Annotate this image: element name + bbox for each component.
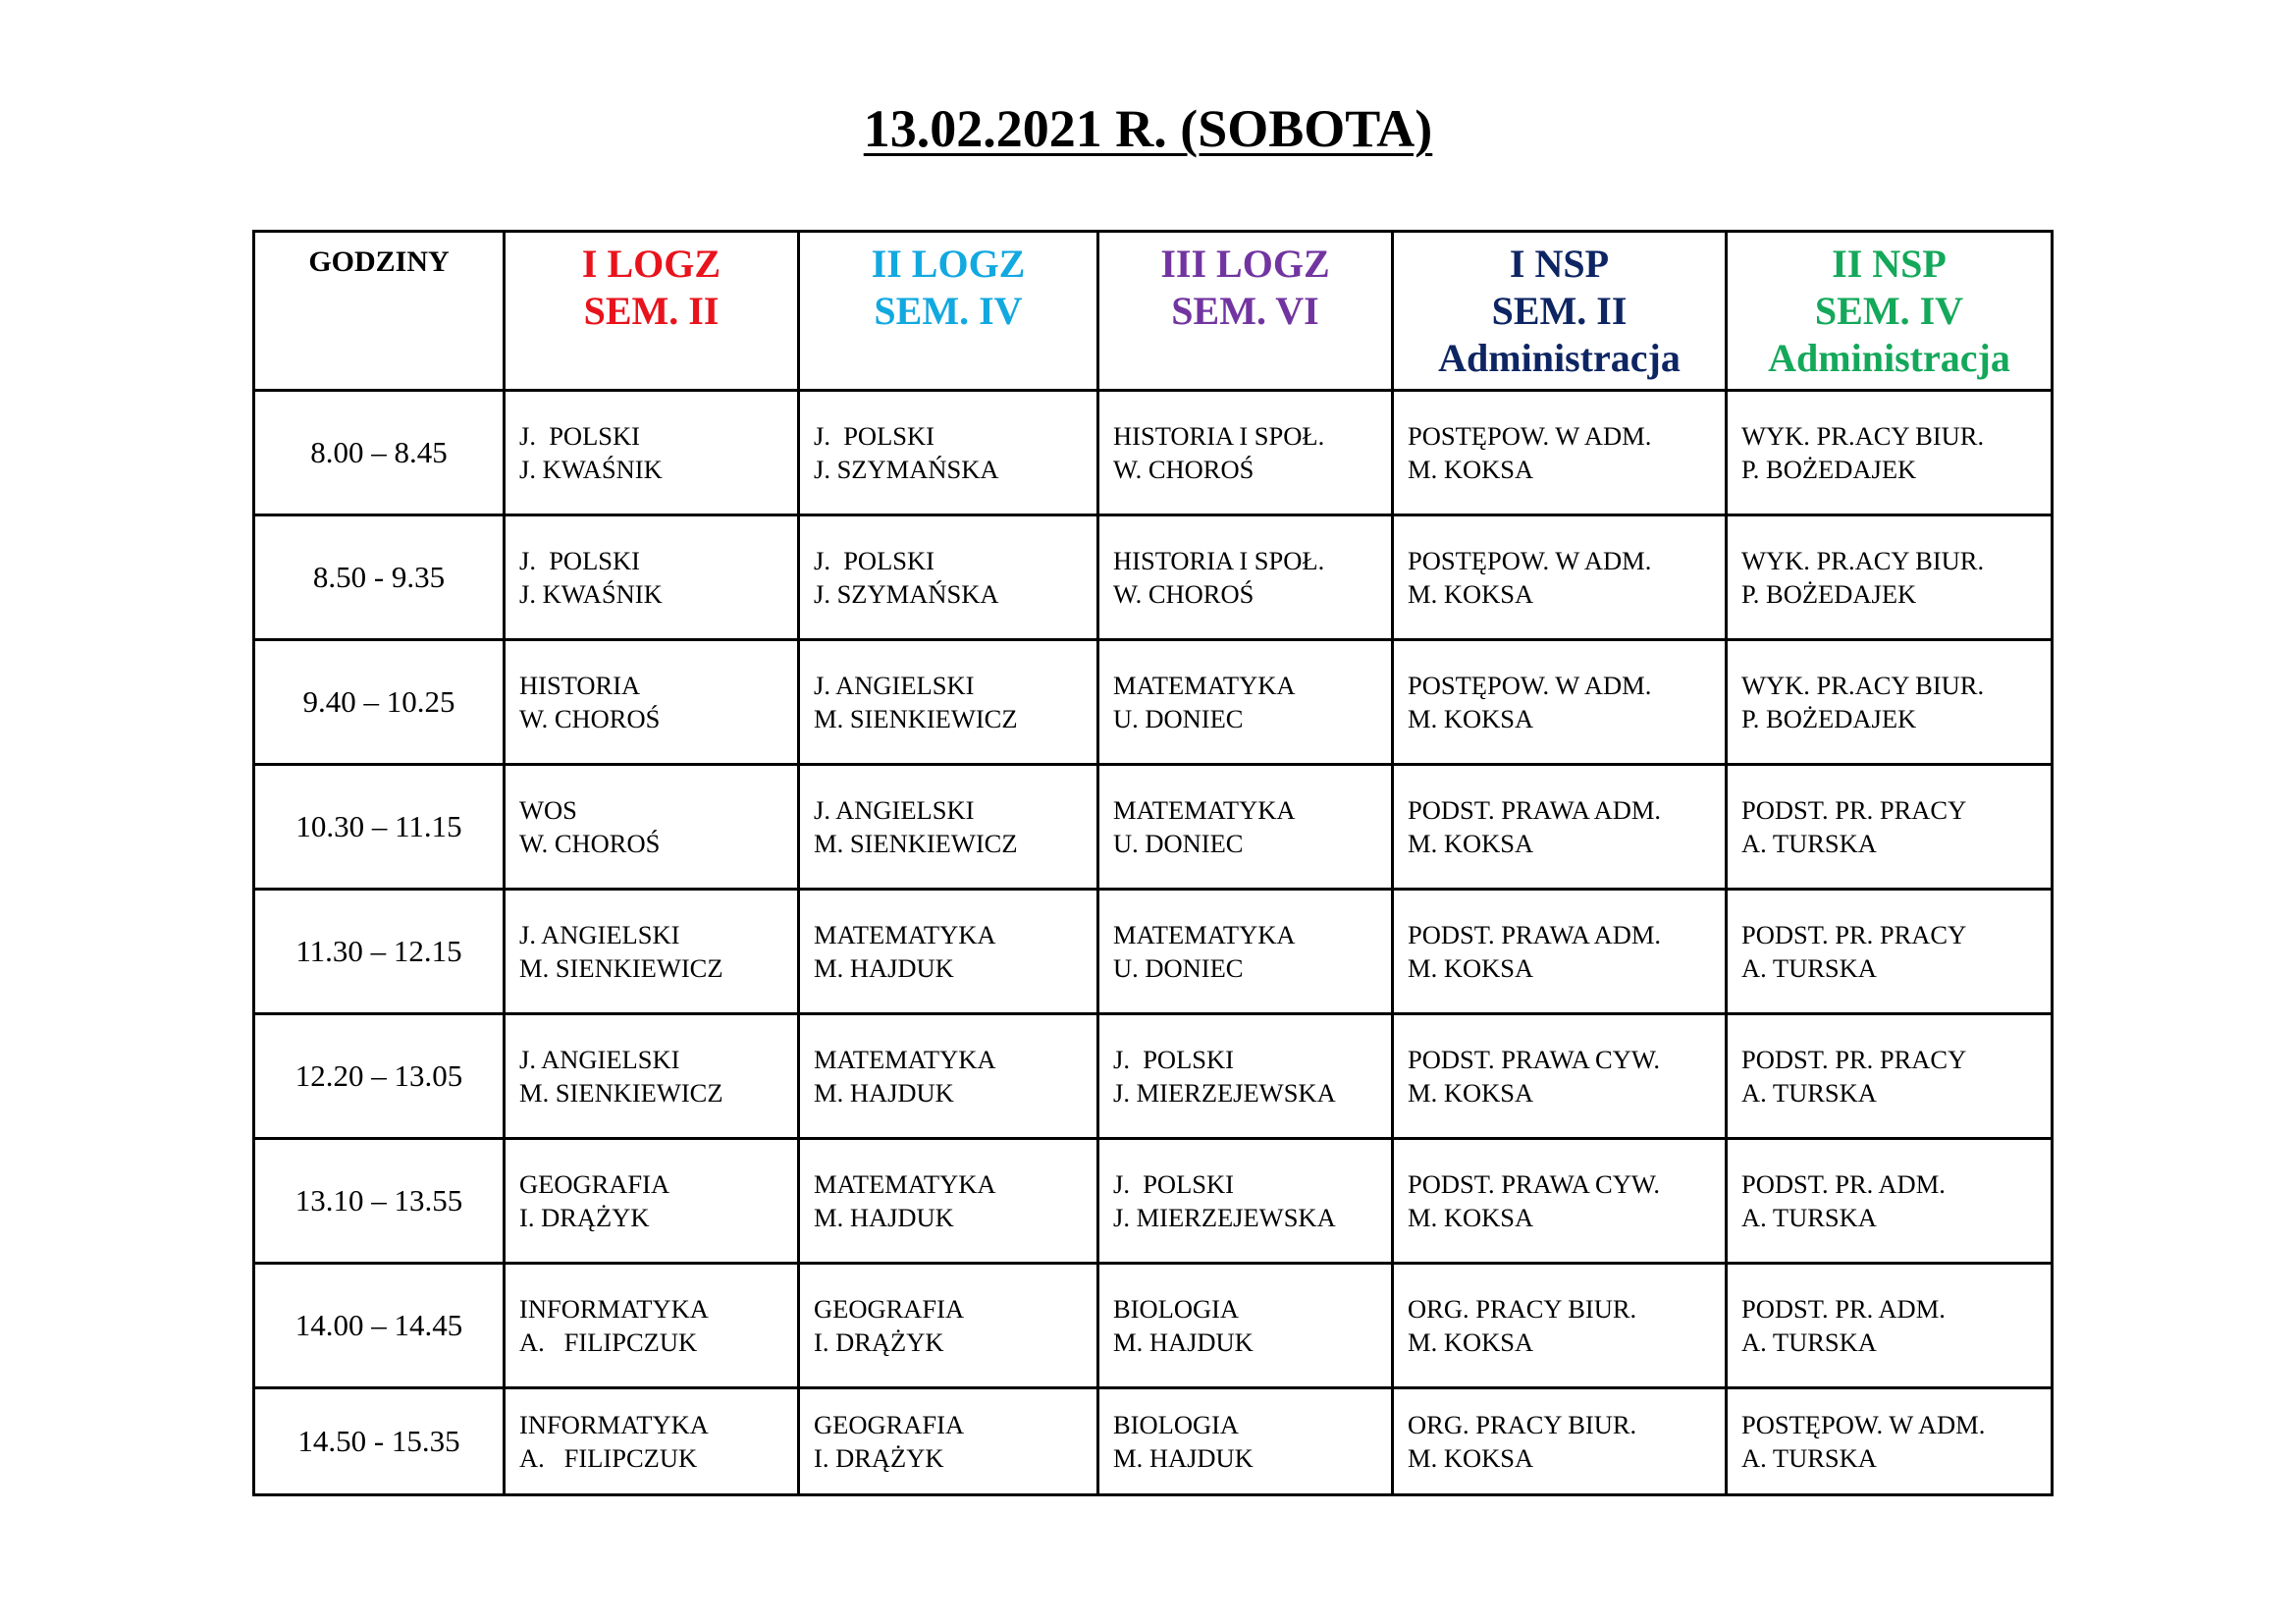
- lesson-cell: [1098, 515, 1393, 640]
- teacher-label: M. HAJDUK: [814, 1203, 954, 1232]
- table-row: [254, 890, 2053, 1014]
- teacher-label: U. DONIEC: [1113, 704, 1244, 733]
- table-row: [254, 391, 2053, 515]
- subject-label: INFORMATYKA: [519, 1294, 709, 1324]
- teacher-label: M. SIENKIEWICZ: [814, 704, 1018, 733]
- lesson-cell: [799, 1014, 1098, 1139]
- teacher-label: M. KOKSA: [1408, 579, 1534, 609]
- lesson-cell: [799, 890, 1098, 1014]
- teacher-label: J. MIERZEJEWSKA: [1113, 1203, 1336, 1232]
- lesson-cell: [1098, 1388, 1393, 1495]
- lesson-cell: [1393, 515, 1727, 640]
- subject-label: HISTORIA I SPOŁ.: [1113, 421, 1325, 451]
- subject-label: POSTĘPOW. W ADM.: [1741, 1410, 1986, 1439]
- lesson-cell: [1098, 391, 1393, 515]
- lesson-cell: [1727, 515, 2053, 640]
- subject-label: POSTĘPOW. W ADM.: [1408, 671, 1652, 700]
- teacher-label: J. MIERZEJEWSKA: [1113, 1078, 1336, 1108]
- table-row: [254, 640, 2053, 765]
- subject-label: GEOGRAFIA: [519, 1169, 670, 1199]
- subject-label: PODST. PRAWA ADM.: [1408, 795, 1662, 825]
- table-row: [254, 515, 2053, 640]
- lesson-cell: [505, 391, 799, 515]
- teacher-label: M. KOKSA: [1408, 704, 1534, 733]
- teacher-label: J. SZYMAŃSKA: [814, 455, 999, 484]
- lesson-cell: [1098, 1139, 1393, 1264]
- teacher-label: M. KOKSA: [1408, 1078, 1534, 1108]
- column-header-line: Administracja: [1438, 336, 1681, 380]
- column-header-line: SEM. VI: [1171, 289, 1319, 333]
- lesson-cell: [799, 391, 1098, 515]
- lesson-cell: [799, 1139, 1098, 1264]
- lesson-cell: [1727, 1264, 2053, 1388]
- column-header-group: [505, 232, 799, 391]
- column-header-line: II NSP: [1832, 242, 1947, 286]
- column-header-line: SEM. IV: [1814, 289, 1964, 333]
- teacher-label: A. FILIPCZUK: [519, 1327, 698, 1357]
- lesson-cell: [1393, 1014, 1727, 1139]
- lesson-cell: [1727, 391, 2053, 515]
- time-cell: 10.30 – 11.15: [254, 765, 505, 890]
- subject-label: BIOLOGIA: [1113, 1294, 1240, 1324]
- time-cell: 12.20 – 13.05: [254, 1014, 505, 1139]
- time-cell: 13.10 – 13.55: [254, 1139, 505, 1264]
- table-row: [254, 1139, 2053, 1264]
- teacher-label: I. DRĄŻYK: [814, 1443, 944, 1473]
- column-header-line: II LOGZ: [871, 242, 1026, 286]
- column-header-line: I LOGZ: [581, 242, 721, 286]
- lesson-cell: [505, 640, 799, 765]
- schedule-table: [252, 230, 2054, 1496]
- teacher-label: P. BOŻEDAJEK: [1741, 704, 1917, 733]
- teacher-label: U. DONIEC: [1113, 953, 1244, 983]
- teacher-label: A. FILIPCZUK: [519, 1443, 698, 1473]
- teacher-label: U. DONIEC: [1113, 829, 1244, 858]
- teacher-label: M. SIENKIEWICZ: [519, 953, 723, 983]
- subject-label: MATEMATYKA: [1113, 795, 1296, 825]
- lesson-cell: [1393, 391, 1727, 515]
- teacher-label: M. HAJDUK: [1113, 1327, 1254, 1357]
- table-row: [254, 765, 2053, 890]
- subject-label: INFORMATYKA: [519, 1410, 709, 1439]
- lesson-cell: [505, 1388, 799, 1495]
- table-row: [254, 1014, 2053, 1139]
- subject-label: GEOGRAFIA: [814, 1294, 965, 1324]
- subject-label: GEOGRAFIA: [814, 1410, 965, 1439]
- subject-label: PODST. PRAWA ADM.: [1408, 920, 1662, 949]
- column-header-line: SEM. II: [1491, 289, 1628, 333]
- lesson-cell: [1393, 1139, 1727, 1264]
- lesson-cell: [799, 1264, 1098, 1388]
- teacher-label: J. KWAŚNIK: [519, 455, 663, 484]
- lesson-cell: [799, 640, 1098, 765]
- subject-label: WYK. PR.ACY BIUR.: [1741, 671, 1985, 700]
- subject-label: J. POLSKI: [519, 546, 640, 575]
- lesson-cell: [1393, 1388, 1727, 1495]
- teacher-label: M. KOKSA: [1408, 1327, 1534, 1357]
- subject-label: J. POLSKI: [814, 421, 934, 451]
- lesson-cell: [799, 515, 1098, 640]
- lesson-cell: [505, 515, 799, 640]
- column-header-group: [1098, 232, 1393, 391]
- subject-label: PODST. PR. PRACY: [1741, 920, 1967, 949]
- lesson-cell: [505, 1264, 799, 1388]
- subject-label: POSTĘPOW. W ADM.: [1408, 421, 1652, 451]
- column-header-hours: GODZINY: [254, 232, 505, 391]
- teacher-label: J. SZYMAŃSKA: [814, 579, 999, 609]
- subject-label: HISTORIA: [519, 671, 641, 700]
- teacher-label: W. CHOROŚ: [1113, 455, 1255, 484]
- subject-label: MATEMATYKA: [1113, 920, 1296, 949]
- teacher-label: W. CHOROŚ: [519, 829, 661, 858]
- teacher-label: M. KOKSA: [1408, 829, 1534, 858]
- time-cell: 8.00 – 8.45: [254, 391, 505, 515]
- subject-label: MATEMATYKA: [1113, 671, 1296, 700]
- subject-label: J. ANGIELSKI: [814, 795, 975, 825]
- subject-label: J. ANGIELSKI: [519, 1045, 680, 1074]
- lesson-cell: [1727, 1139, 2053, 1264]
- lesson-cell: [1393, 640, 1727, 765]
- subject-label: ORG. PRACY BIUR.: [1408, 1410, 1637, 1439]
- time-cell: 14.50 - 15.35: [254, 1388, 505, 1495]
- teacher-label: M. KOKSA: [1408, 1203, 1534, 1232]
- subject-label: WYK. PR.ACY BIUR.: [1741, 421, 1985, 451]
- subject-label: PODST. PR. PRACY: [1741, 1045, 1967, 1074]
- column-header-line: SEM. IV: [874, 289, 1023, 333]
- header-row: [254, 232, 2053, 391]
- teacher-label: P. BOŻEDAJEK: [1741, 455, 1917, 484]
- lesson-cell: [1098, 1014, 1393, 1139]
- subject-label: POSTĘPOW. W ADM.: [1408, 546, 1652, 575]
- teacher-label: W. CHOROŚ: [519, 704, 661, 733]
- column-header-group: [799, 232, 1098, 391]
- lesson-cell: [1727, 765, 2053, 890]
- teacher-label: P. BOŻEDAJEK: [1741, 579, 1917, 609]
- subject-label: MATEMATYKA: [814, 1169, 996, 1199]
- subject-label: J. POLSKI: [814, 546, 934, 575]
- subject-label: WOS: [519, 795, 577, 825]
- subject-label: PODST. PRAWA CYW.: [1408, 1045, 1661, 1074]
- time-cell: 14.00 – 14.45: [254, 1264, 505, 1388]
- subject-label: J. ANGIELSKI: [519, 920, 680, 949]
- lesson-cell: [1727, 1388, 2053, 1495]
- subject-label: PODST. PR. ADM.: [1741, 1294, 1946, 1324]
- lesson-cell: [505, 890, 799, 1014]
- teacher-label: M. KOKSA: [1408, 953, 1534, 983]
- time-cell: 11.30 – 12.15: [254, 890, 505, 1014]
- time-cell: 8.50 - 9.35: [254, 515, 505, 640]
- column-header-line: III LOGZ: [1160, 242, 1330, 286]
- teacher-label: A. TURSKA: [1741, 1203, 1877, 1232]
- lesson-cell: [1393, 765, 1727, 890]
- column-header-group: [1393, 232, 1727, 391]
- lesson-cell: [1098, 1264, 1393, 1388]
- lesson-cell: [505, 765, 799, 890]
- subject-label: PODST. PRAWA CYW.: [1408, 1169, 1661, 1199]
- teacher-label: I. DRĄŻYK: [814, 1327, 944, 1357]
- subject-label: PODST. PR. PRACY: [1741, 795, 1967, 825]
- column-header-line: I NSP: [1509, 242, 1610, 286]
- subject-label: MATEMATYKA: [814, 920, 996, 949]
- subject-label: ORG. PRACY BIUR.: [1408, 1294, 1637, 1324]
- column-header-line: SEM. II: [583, 289, 720, 333]
- teacher-label: M. KOKSA: [1408, 455, 1534, 484]
- subject-label: J. POLSKI: [1113, 1045, 1234, 1074]
- teacher-label: W. CHOROŚ: [1113, 579, 1255, 609]
- teacher-label: A. TURSKA: [1741, 1443, 1877, 1473]
- teacher-label: A. TURSKA: [1741, 1078, 1877, 1108]
- lesson-cell: [1098, 890, 1393, 1014]
- subject-label: HISTORIA I SPOŁ.: [1113, 546, 1325, 575]
- subject-label: MATEMATYKA: [814, 1045, 996, 1074]
- teacher-label: A. TURSKA: [1741, 829, 1877, 858]
- teacher-label: I. DRĄŻYK: [519, 1203, 650, 1232]
- lesson-cell: [799, 1388, 1098, 1495]
- teacher-label: J. KWAŚNIK: [519, 579, 663, 609]
- lesson-cell: [1727, 640, 2053, 765]
- subject-label: J. POLSKI: [1113, 1169, 1234, 1199]
- subject-label: PODST. PR. ADM.: [1741, 1169, 1946, 1199]
- lesson-cell: [1098, 765, 1393, 890]
- lesson-cell: [505, 1139, 799, 1264]
- teacher-label: M. HAJDUK: [814, 1078, 954, 1108]
- teacher-label: M. HAJDUK: [1113, 1443, 1254, 1473]
- lesson-cell: [1393, 1264, 1727, 1388]
- lesson-cell: [505, 1014, 799, 1139]
- subject-label: J. POLSKI: [519, 421, 640, 451]
- teacher-label: M. SIENKIEWICZ: [519, 1078, 723, 1108]
- page-title: 13.02.2021 R. (SOBOTA): [863, 99, 1433, 158]
- table-row: [254, 1388, 2053, 1495]
- teacher-label: M. KOKSA: [1408, 1443, 1534, 1473]
- lesson-cell: [1393, 890, 1727, 1014]
- subject-label: J. ANGIELSKI: [814, 671, 975, 700]
- teacher-label: A. TURSKA: [1741, 1327, 1877, 1357]
- time-cell: 9.40 – 10.25: [254, 640, 505, 765]
- schedule-body: [254, 391, 2053, 1495]
- lesson-cell: [1727, 890, 2053, 1014]
- subject-label: BIOLOGIA: [1113, 1410, 1240, 1439]
- lesson-cell: [1098, 640, 1393, 765]
- teacher-label: M. HAJDUK: [814, 953, 954, 983]
- lesson-cell: [1727, 1014, 2053, 1139]
- lesson-cell: [799, 765, 1098, 890]
- column-header-group: [1727, 232, 2053, 391]
- table-row: [254, 1264, 2053, 1388]
- subject-label: WYK. PR.ACY BIUR.: [1741, 546, 1985, 575]
- teacher-label: A. TURSKA: [1741, 953, 1877, 983]
- column-header-line: Administracja: [1768, 336, 2010, 380]
- teacher-label: M. SIENKIEWICZ: [814, 829, 1018, 858]
